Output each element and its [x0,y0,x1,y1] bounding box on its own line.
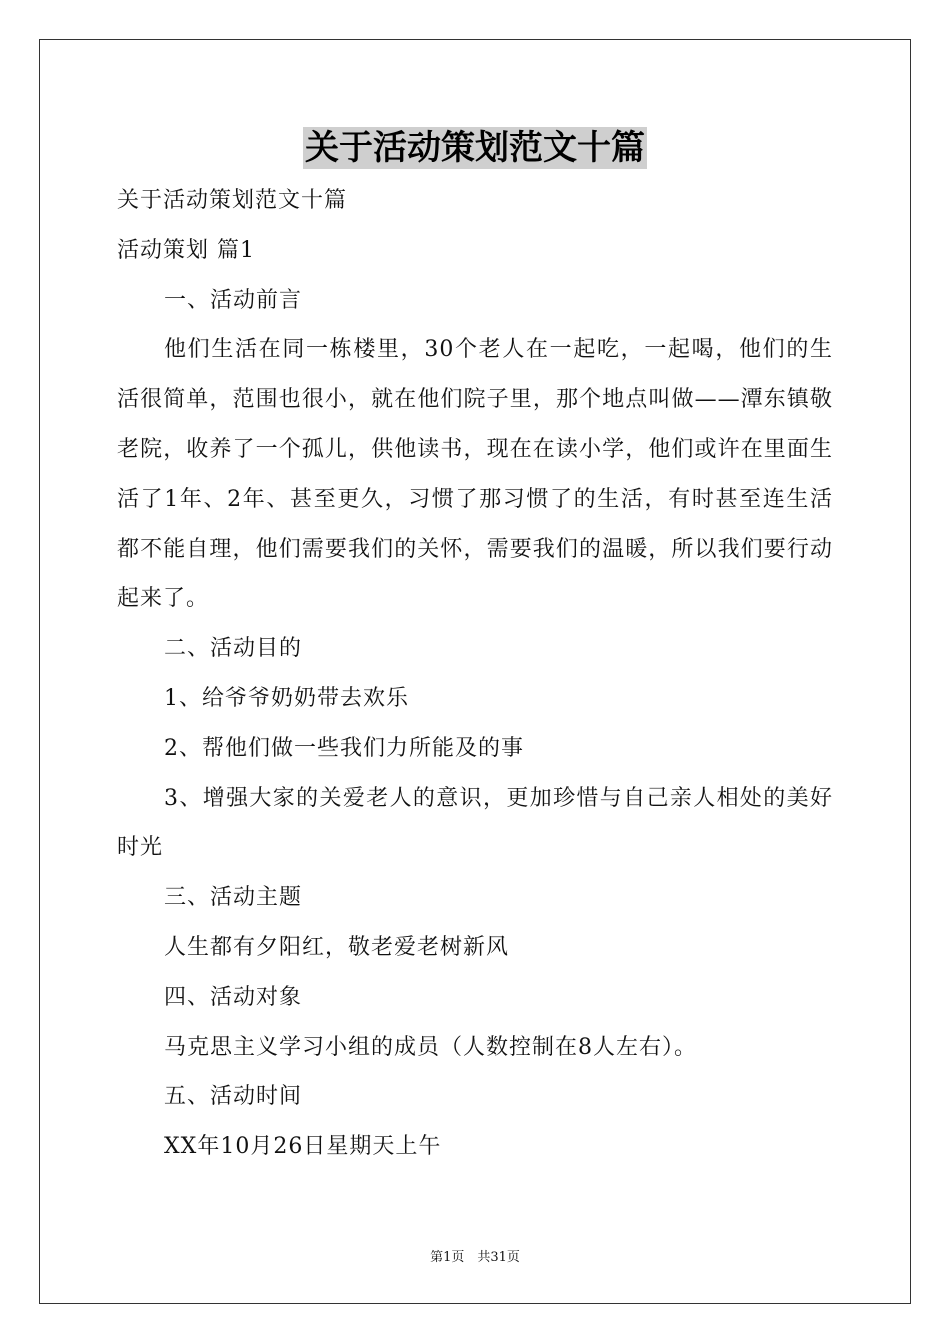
paragraph-purpose-3: 3、增强大家的关爱老人的意识，更加珍惜与自己亲人相处的美好时光 [117,785,833,861]
paragraph-theme-body: 人生都有夕阳红，敬老爱老树新风 [164,934,510,960]
paragraph-subtitle: 关于活动策划范文十篇 [117,188,348,213]
paragraph-section-heading: 活动策划 篇1 [117,237,255,263]
page-footer [0,1246,950,1265]
paragraph-time-body: XX年10月26日星期天上午 [164,1134,442,1160]
document-body [117,176,833,1172]
title-container [0,127,950,169]
page-number-label: 第1页 共31页 [430,1250,520,1265]
paragraph-heading-preface: 一、活动前言 [164,287,303,313]
document-title: 关于活动策划范文十篇 [305,128,645,168]
paragraph-purpose-1: 1、给爷爷奶奶带去欢乐 [164,685,409,711]
paragraph-preface-body: 他们生活在同一栋楼里，30个老人在一起吃，一起喝，他们的生活很简单，范围也很小，就在他们院子里，那个地点叫做——潭东镇敬老院，收养了一个孤儿，供他读书，现在在读小学，他们或许在里面生活了1年、2年、甚至更久，习惯了那习惯了的生活，有时甚至连生活都不能自理，他们需要我们的关怀，需要我们的温暖，所以我们要行动起来了。 [117,337,833,612]
paragraph-heading-purpose: 二、活动目的 [164,636,303,662]
paragraph-purpose-2: 2、帮他们做一些我们力所能及的事 [164,735,524,761]
paragraph-heading-time: 五、活动时间 [164,1084,303,1110]
paragraph-heading-theme: 三、活动主题 [164,885,303,911]
paragraph-audience-body: 马克思主义学习小组的成员（人数控制在8人左右）。 [164,1034,697,1060]
paragraph-heading-audience: 四、活动对象 [164,984,303,1010]
